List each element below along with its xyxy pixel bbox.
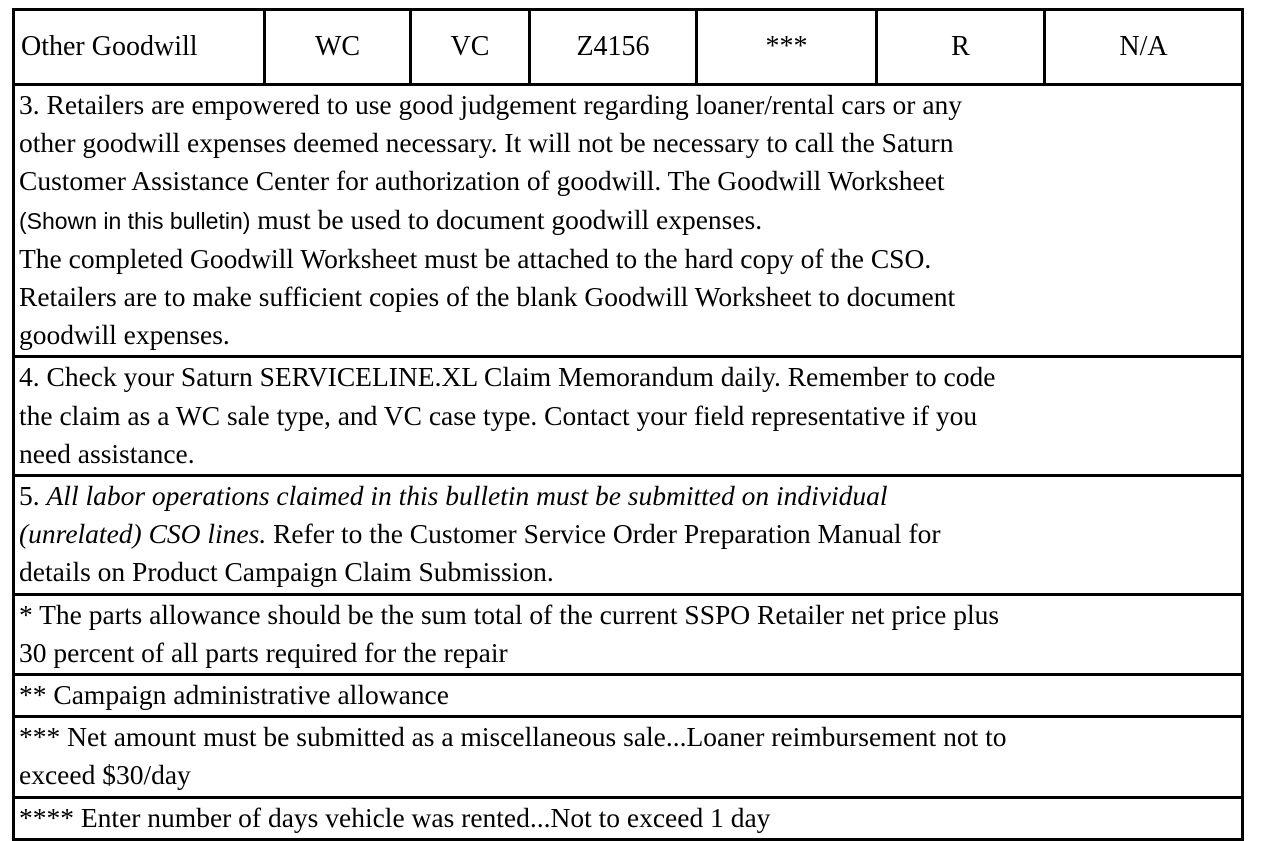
note-line: Customer Assistance Center for authorization of goodwill. The Goodwill Worksheet xyxy=(19,165,945,197)
note-text: must be used to document goodwill expenses. xyxy=(250,203,763,235)
footnote-parts-allowance xyxy=(14,594,1243,674)
note-line: 30 percent of all parts required for the repair xyxy=(19,636,508,668)
note-line: 4. Check your Saturn SERVICELINE.XL Claim Memorandum daily. Remember to code xyxy=(19,361,996,393)
note-line xyxy=(19,515,1237,553)
footnote-rental-days xyxy=(14,797,1243,839)
footnote-admin-allowance xyxy=(14,675,1243,717)
item-cell: Other Goodwill xyxy=(14,10,265,85)
note-emphasis: (unrelated) CSO lines. xyxy=(19,518,267,550)
table-row xyxy=(14,10,1243,85)
footnote-2-row xyxy=(14,675,1243,717)
note-emphasis: All labor operations claimed in this bulletin must be submitted on individual xyxy=(46,480,888,512)
note-line: ** Campaign administrative allowance xyxy=(19,679,449,711)
note-line: * The parts allowance should be the sum total of the current SSPO Retailer net price plus xyxy=(19,598,1000,630)
note-line: need assistance. xyxy=(19,437,195,469)
labor-op-cell: Z4156 xyxy=(530,10,697,85)
note-number: 5. xyxy=(19,480,47,512)
note-line: exceed $30/day xyxy=(19,759,191,791)
note-line: The completed Goodwill Worksheet must be attached to the hard copy of the CSO. xyxy=(19,242,932,274)
other-cell: N/A xyxy=(1045,10,1243,85)
note-line: *** Net amount must be submitted as a miscellaneous sale...Loaner reimbursement not to xyxy=(19,721,1007,753)
amount-cell: *** xyxy=(697,10,877,85)
footnote-1-row xyxy=(14,594,1243,674)
bulletin-reference: (Shown in this bulletin) xyxy=(19,207,251,234)
note-3-row xyxy=(14,85,1243,357)
note-line xyxy=(19,477,1237,515)
note-5 xyxy=(14,476,1243,595)
note-4-row xyxy=(14,357,1243,476)
footnote-3-row xyxy=(14,717,1243,797)
note-3 xyxy=(14,85,1243,357)
code-cell: R xyxy=(877,10,1045,85)
note-4 xyxy=(14,357,1243,476)
note-line: details on Product Campaign Claim Submission. xyxy=(19,556,554,588)
note-5-row xyxy=(14,476,1243,595)
note-line: the claim as a WC sale type, and VC case type. Contact your field representative if you xyxy=(19,399,978,431)
note-line xyxy=(19,201,1237,240)
note-line: Retailers are to make sufficient copies of the blank Goodwill Worksheet to document xyxy=(19,281,956,313)
case-type-cell: VC xyxy=(411,10,530,85)
campaign-table xyxy=(12,8,1244,841)
note-text: Refer to the Customer Service Order Preparation Manual for xyxy=(266,518,941,550)
note-line: other goodwill expenses deemed necessary. It will not be necessary to call the Saturn xyxy=(19,127,954,159)
footnote-net-amount xyxy=(14,717,1243,797)
note-line: 3. Retailers are empowered to use good judgement regarding loaner/rental cars or any xyxy=(19,89,963,120)
note-line: goodwill expenses. xyxy=(19,319,230,351)
note-line: **** Enter number of days vehicle was rented...Not to exceed 1 day xyxy=(19,801,771,833)
footnote-4-row xyxy=(14,797,1243,839)
sale-type-cell: WC xyxy=(265,10,411,85)
